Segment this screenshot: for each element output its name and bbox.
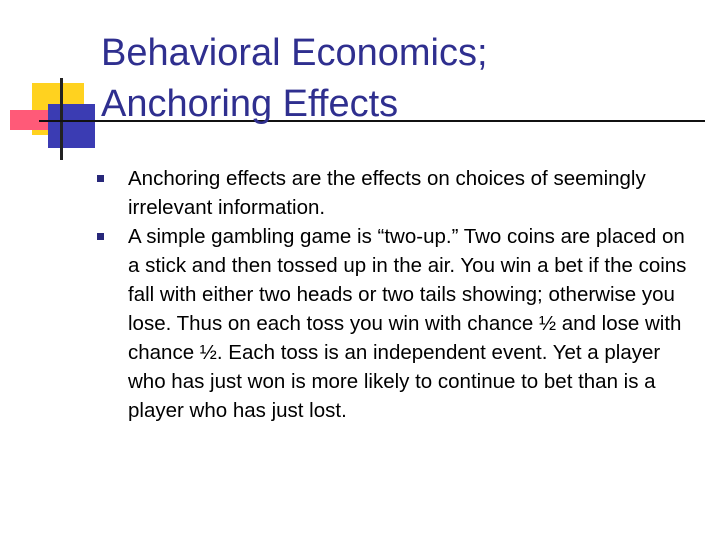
square-bullet-icon xyxy=(97,233,104,240)
bullet-list xyxy=(97,164,687,425)
title-line-2: Anchoring Effects xyxy=(101,83,399,125)
decorative-vertical-line xyxy=(60,78,63,160)
slide-title xyxy=(101,28,701,130)
bullet-item-two-up-example xyxy=(97,222,687,425)
bullet-item-anchoring-definition xyxy=(97,164,687,222)
decorative-blue-square xyxy=(48,104,95,148)
bullet-text: Anchoring effects are the effects on choices of seemingly irrelevant information. xyxy=(128,167,646,219)
bullet-text: A simple gambling game is “two-up.” Two coins are placed on a stick and then tossed up in the air. You win a bet if the coins fall with either two heads or two tails showing; otherwise you lose. Thus on each toss you win with chance ½ and lose with chance ½. Each toss is an independent event. Yet a player who has just won is more likely to continue to bet than is a player who has just lost. xyxy=(128,225,687,422)
title-line-1: Behavioral Economics; xyxy=(101,32,488,74)
square-bullet-icon xyxy=(97,175,104,182)
